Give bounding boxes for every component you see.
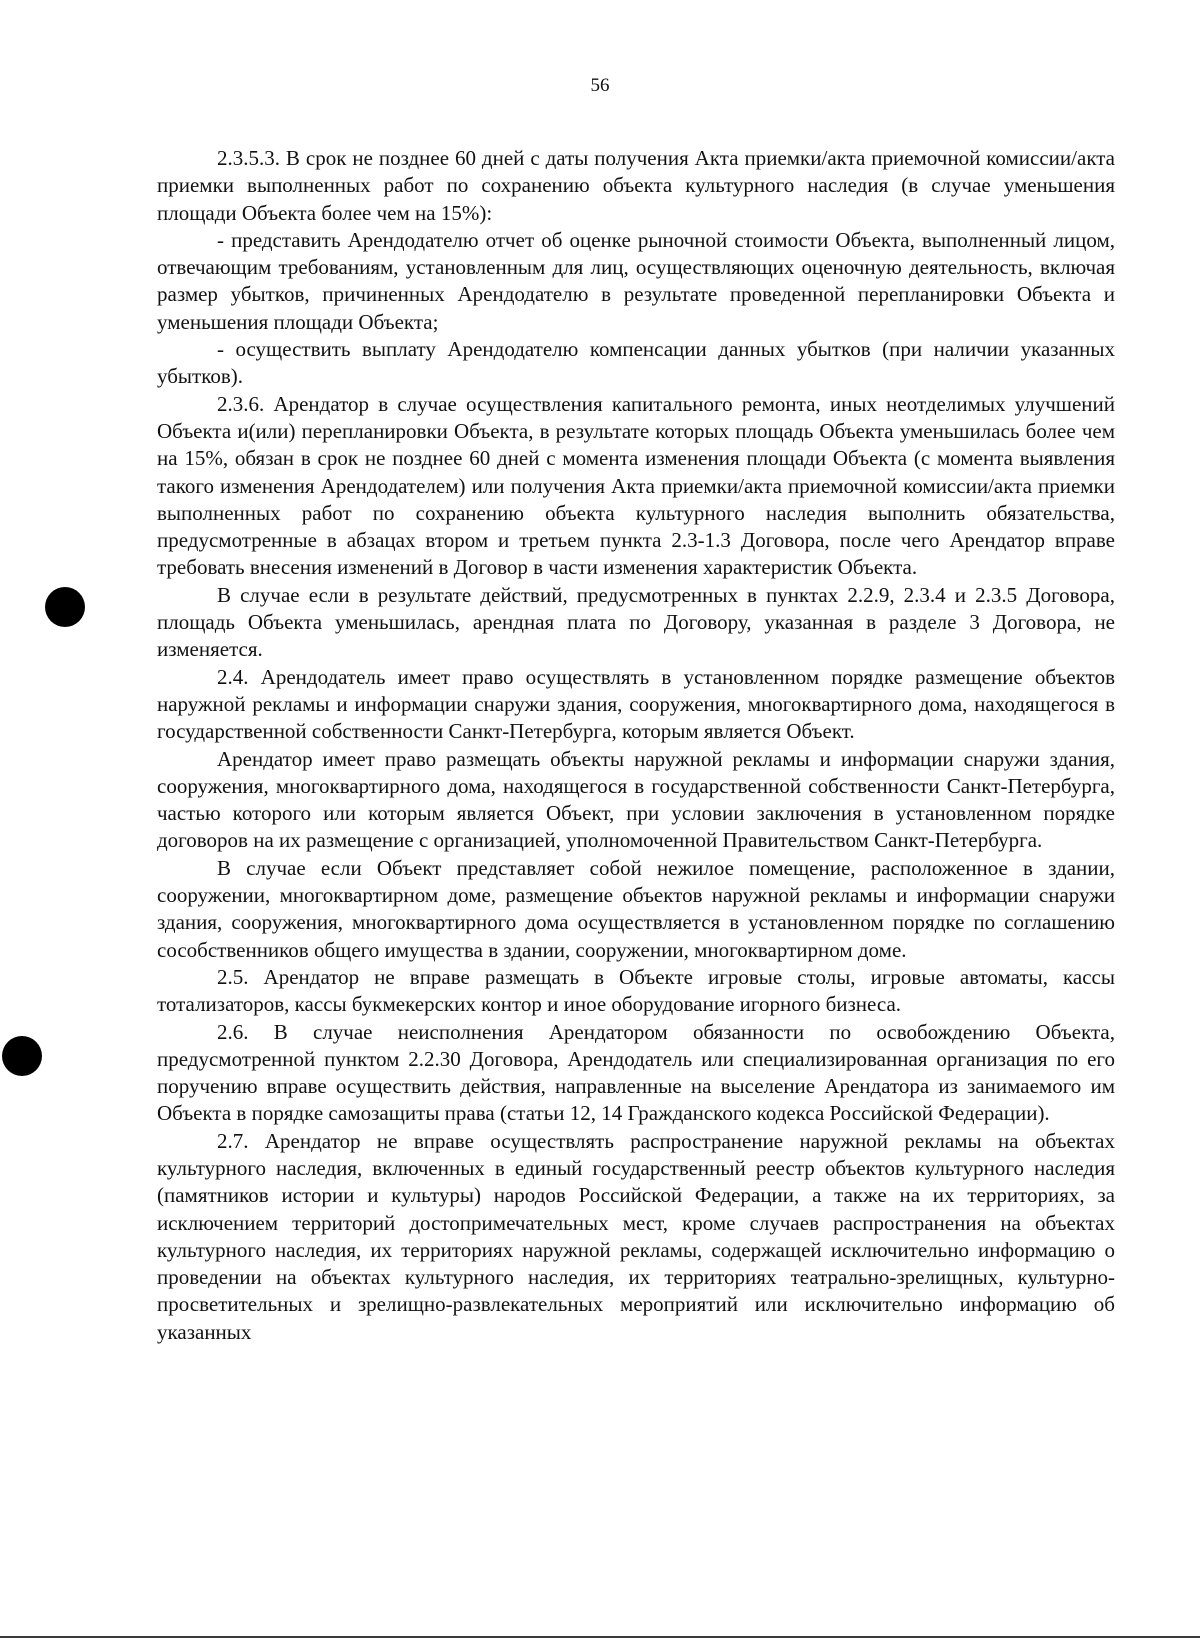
- paragraph-2-4: 2.4. Арендодатель имеет право осуществлять в установленном порядке размещение объектов наружной рекламы и информации снаружи здания, сооружения, многоквартирного дома, находящегося в государственной собственности Санкт-Петербурга, которым является Объект.: [157, 664, 1115, 744]
- paragraph-2-3-5-3: 2.3.5.3. В срок не позднее 60 дней с даты получения Акта приемки/акта приемочной комиссии/акта приемки выполненных работ по сохранению объекта культурного наследия (в случае уменьшения площади Объекта более чем на 15%):: [157, 146, 1115, 225]
- punch-hole-mark: [45, 587, 85, 627]
- paragraph-report-item: - представить Арендодателю отчет об оценке рыночной стоимости Объекта, выполненный лицом, отвечающим требованиям, установленным для лиц, осуществляющих оценочную деятельность, включая размер убытков, причиненных Арендодателю в результате проведенной перепланировки Объекта и уменьшения площади Объекта;: [157, 227, 1115, 334]
- paragraph-2-7: 2.7. Арендатор не вправе осуществлять распространение наружной рекламы на объектах культурного наследия, включенных в единый государственный реестр объектов культурного наследия (памятников истории и культуры) народов Российской Федерации, а также на их территориях, за исключением территорий достопримечательных мест, кроме случаев распространения на объектах культурного наследия, их территориях наружной рекламы, содержащей исключительно информацию о проведении на объектах культурного наследия, их территориях театрально-зрелищных, культурно-просветительных и зрелищно-развлекательных мероприятий или исключительно информацию об указанных: [157, 1128, 1115, 1344]
- paragraph-2-3-6: 2.3.6. Арендатор в случае осуществления капитального ремонта, иных неотделимых улучшений Объекта и(или) перепланировки Объекта, в результате которых площадь Объекта уменьшилась более чем на 15%, обязан в срок не позднее 60 дней с момента изменения площади Объекта (с момента выявления такого изменения Арендодателем) или получения Акта приемки/акта приемочной комиссии/акта приемки выполненных работ по сохранению объекта культурного наследия выполнить обязательства, предусмотренные в абзацах втором и третьем пункта 2.3-1.3 Договора, после чего Арендатор вправе требовать внесения изменений в Договор в части изменения характеристик Объекта.: [157, 391, 1115, 580]
- paragraph-compensation-item: - осуществить выплату Арендодателю компенсации данных убытков (при наличии указанных убытков).: [157, 337, 1115, 389]
- paragraph-2-6: 2.6. В случае неисполнения Арендатором обязанности по освобождению Объекта, предусмотренной пунктом 2.2.30 Договора, Арендодатель или специализированная организация по его поручению вправе осуществить действия, направленные на выселение Арендатора из занимаемого им Объекта в порядке самозащиты права (статьи 12, 14 Гражданского кодекса Российской Федерации).: [157, 1019, 1115, 1126]
- scan-edge-line: [0, 1636, 1200, 1638]
- paragraph-nonresidential-premises: В случае если Объект представляет собой нежилое помещение, расположенное в здании, сооружении, многоквартирном доме, размещение объектов наружной рекламы и информации снаружи здания, сооружения, многоквартирного дома осуществляется в установленном порядке по соглашению сособственников общего имущества в здании, сооружении, многоквартирном доме.: [157, 855, 1115, 962]
- punch-hole-mark: [2, 1036, 42, 1076]
- paragraph-rent-unchanged: В случае если в результате действий, предусмотренных в пунктах 2.2.9, 2.3.4 и 2.3.5 Договора, площадь Объекта уменьшилась, арендная плата по Договору, указанная в разделе 3 Договора, не изменяется.: [157, 582, 1115, 662]
- paragraph-tenant-advertising: Арендатор имеет право размещать объекты наружной рекламы и информации снаружи здания, сооружения, многоквартирного дома, находящегося в государственной собственности Санкт-Петербурга, частью которого или которым является Объект, при условии заключения в установленном порядке договоров на их размещение с организацией, уполномоченной Правительством Санкт-Петербурга.: [157, 746, 1115, 853]
- paragraph-2-5: 2.5. Арендатор не вправе размещать в Объекте игровые столы, игровые автоматы, кассы тотализаторов, кассы букмекерских контор и иное оборудование игорного бизнеса.: [157, 964, 1115, 1017]
- page-number: 56: [590, 75, 610, 96]
- document-body: [157, 145, 1115, 1346]
